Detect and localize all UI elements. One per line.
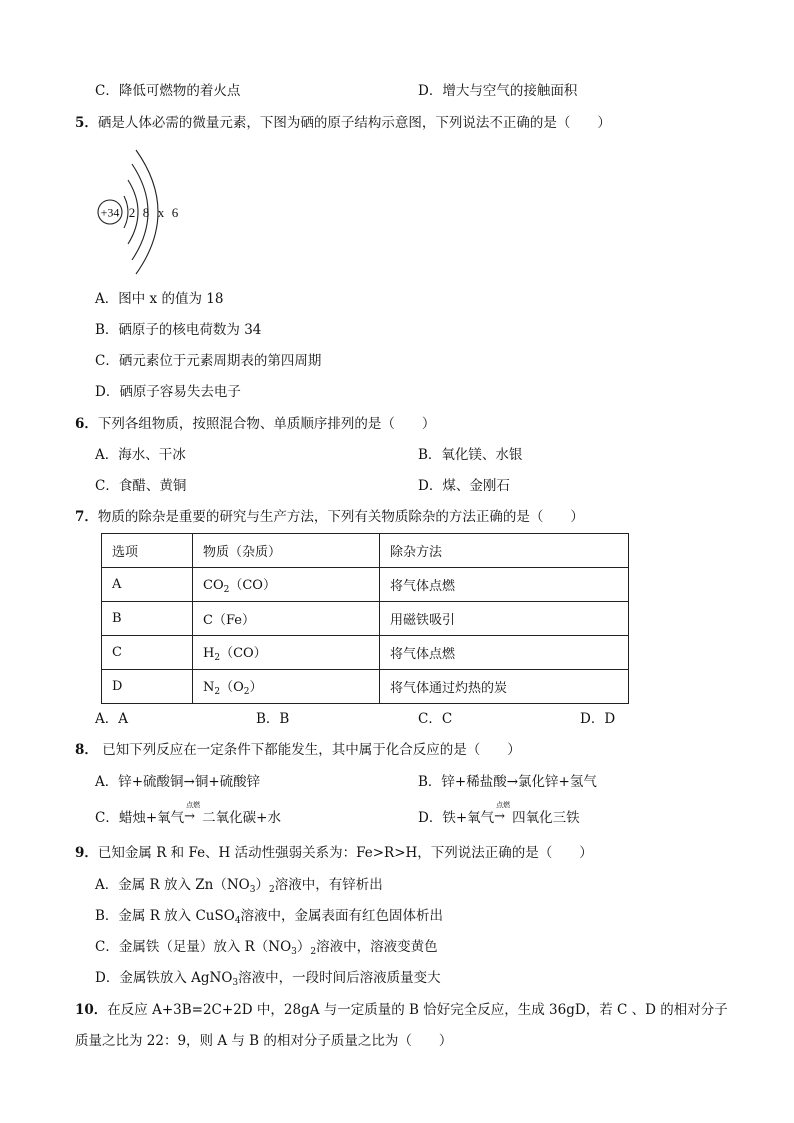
q5-option-b: B．硒原子的核电荷数为 34	[95, 322, 262, 338]
q6-stem	[75, 414, 435, 434]
reaction-arrow-icon: 点燃 →	[494, 801, 511, 824]
q8-option-b: B．锌+稀盐酸→氯化锌+氢气	[418, 774, 597, 790]
reaction-arrow-icon: 点燃 →	[184, 801, 201, 824]
table-row	[102, 636, 629, 670]
nucleus-charge: +34	[100, 205, 120, 220]
row-method: 将气体点燃	[380, 568, 629, 602]
q7-option-b: B．B	[256, 711, 290, 727]
q8-number: 8．	[75, 742, 98, 758]
table-header-row	[102, 534, 629, 568]
q5-stem-text: 硒是人体必需的微量元素，下图为硒的原子结构示意图，下列说法不正确的是（ ）	[97, 115, 611, 131]
q7-stem	[75, 507, 584, 527]
q8-stem-text: 已知下列反应在一定条件下都能发生，其中属于化合反应的是（ ）	[97, 742, 521, 758]
q8-option-d: D．铁+氧气 点燃 → 四氧化三铁	[418, 801, 580, 826]
q6-option-a: A．海水、干冰	[95, 447, 186, 463]
q8-stem	[75, 740, 521, 760]
q9-option-a: A．金属 R 放入 $Zn(NO_3)_2$溶液中，有锌析出	[95, 877, 383, 895]
q9-number: 9．	[75, 845, 98, 861]
row-option: D	[102, 670, 193, 704]
q5-option-a: A．图中 x 的值为 18	[95, 291, 224, 307]
q9-option-b: B．金属 R 放入 CuSO$_4$溶液中，金属表面有红色固体析出	[95, 908, 444, 926]
q9-option-d: D．金属铁放入 AgNO$_3$溶液中，一段时间后溶液质量变大	[95, 970, 441, 988]
table-row	[102, 602, 629, 636]
q7-number: 7．	[75, 509, 98, 525]
q8-option-a: A．锌+硫酸铜→铜+硫酸锌	[95, 774, 261, 790]
header-option: 选项	[102, 534, 193, 568]
q4-option-c: C．降低可燃物的着火点	[95, 83, 241, 99]
q8-option-c: C．蜡烛+氧气 点燃 → 二氧化碳+水	[95, 801, 281, 826]
q9-stem	[75, 843, 593, 863]
row-option: C	[102, 636, 193, 670]
row-substance: $N_2(O_2)$	[193, 670, 380, 704]
q6-stem-text: 下列各组物质，按照混合物、单质顺序排列的是（ ）	[97, 416, 436, 432]
q4-option-d: D．增大与空气的接触面积	[418, 83, 578, 99]
q10-stem-text: 在反应 A+3B=2C+2D 中，28gA 与一定质量的 B 恰好完全反应，生成 36gD，若 C 、D 的相对分子	[107, 1002, 728, 1018]
q7-option-c: C．C	[418, 711, 453, 727]
row-method: 用磁铁吸引	[380, 602, 629, 636]
shell-electrons-2: 8	[142, 205, 150, 220]
q6-option-c: C．食醋、黄铜	[95, 478, 187, 494]
q5-option-d: D．硒原子容易失去电子	[95, 384, 241, 400]
q6-number: 6．	[75, 416, 98, 432]
q7-table	[101, 533, 629, 704]
q9-stem-text: 已知金属 R 和 Fe、H 活动性强弱关系为：Fe>R>H，下列说法正确的是（ ）	[97, 845, 593, 861]
header-substance: 物质（杂质）	[193, 534, 380, 568]
table-row	[102, 670, 629, 704]
shell-electrons-4: 6	[171, 205, 179, 220]
q9-option-c: C．金属铁（足量）放入 $R(NO_3)_2$溶液中，溶液变黄色	[95, 939, 438, 957]
row-substance: $CO_2(CO)$	[193, 568, 380, 602]
row-substance: $H_2(CO)$	[193, 636, 380, 670]
shell-electrons-3: x	[157, 205, 165, 220]
electron-shell-1	[124, 196, 128, 228]
q7-stem-text: 物质的除杂是重要的研究与生产方法，下列有关物质除杂的方法正确的是（ ）	[97, 509, 584, 525]
row-method: 将气体点燃	[380, 636, 629, 670]
row-option: A	[102, 568, 193, 602]
q7-option-d: D．D	[580, 711, 616, 727]
q7-option-a: A．A	[95, 711, 128, 727]
table-row	[102, 568, 629, 602]
row-option: B	[102, 602, 193, 636]
q10-number: 10．	[75, 1002, 108, 1018]
shell-electrons-1: 2	[128, 205, 136, 220]
selenium-atom-diagram	[88, 146, 198, 281]
q10-stem-line1	[75, 1000, 728, 1020]
row-method: 将气体通过灼热的炭	[380, 670, 629, 704]
row-substance: C（Fe）	[193, 602, 380, 636]
q5-option-c: C．硒元素位于元素周期表的第四周期	[95, 353, 322, 369]
q6-option-b: B．氧化镁、水银	[418, 447, 523, 463]
q10-stem-line2: 质量之比为 22：9，则 A 与 B 的相对分子质量之比为（ ）	[75, 1033, 453, 1049]
q5-number: 5．	[75, 115, 98, 131]
header-method: 除杂方法	[380, 534, 629, 568]
q6-option-d: D．煤、金刚石	[418, 478, 510, 494]
q5-stem	[75, 113, 611, 133]
